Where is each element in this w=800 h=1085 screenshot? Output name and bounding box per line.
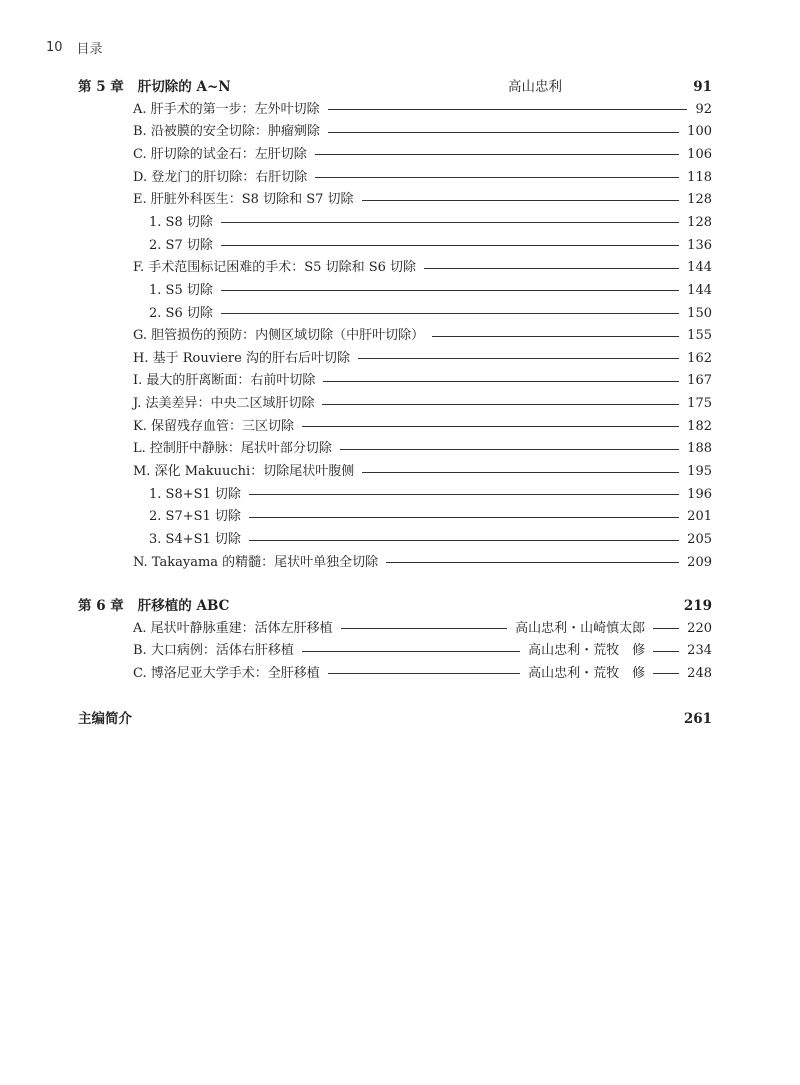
leader-line (315, 177, 679, 178)
entry-page: 182 (687, 418, 712, 434)
leader-line (323, 381, 679, 382)
chapter-page: 91 (693, 79, 712, 95)
entry-page: 220 (687, 620, 712, 636)
entry-author: 高山忠利・荒牧 修 (528, 643, 646, 659)
section-title: 目录 (76, 41, 103, 57)
toc-entry[interactable] (133, 663, 712, 685)
entry-title: 1. S5 切除 (149, 282, 213, 298)
leader-line (249, 494, 679, 495)
leader-line (328, 132, 679, 133)
entry-title: C. 博洛尼亚大学手术：全肝移植 (133, 665, 320, 681)
entry-page: 144 (687, 282, 712, 298)
entry-page: 209 (687, 554, 712, 570)
entry-title: E. 肝脏外科医生：S8 切除和 S7 切除 (133, 192, 354, 208)
toc-entry[interactable] (133, 325, 712, 347)
toc-subentry[interactable] (149, 212, 712, 234)
chapter-title: 肝切除的 A~N (137, 79, 231, 95)
toc-entry[interactable] (133, 348, 712, 370)
editor-intro-page: 261 (683, 711, 712, 727)
entry-title: A. 肝手术的第一步：左外叶切除 (133, 101, 320, 117)
chapter-author: 高山忠利 (508, 79, 562, 95)
chapter-heading[interactable] (78, 76, 712, 98)
toc-subentry[interactable] (149, 235, 712, 257)
toc-entry[interactable] (133, 438, 712, 460)
toc-subentry[interactable] (149, 484, 712, 506)
entry-author: 高山忠利・荒牧 修 (528, 665, 646, 681)
entry-page: 128 (687, 214, 712, 230)
chapter-heading[interactable] (78, 595, 712, 617)
toc-subentry[interactable] (149, 303, 712, 325)
entry-title: L. 控制肝中静脉：尾状叶部分切除 (133, 441, 332, 457)
entry-title: J. 法美差异：中央二区域肝切除 (133, 396, 315, 412)
entry-page: 144 (687, 260, 712, 276)
chapter-page: 219 (683, 598, 712, 614)
leader-line (432, 336, 679, 337)
entry-page: 175 (687, 396, 712, 412)
toc-entry[interactable] (133, 121, 712, 143)
leader-line (221, 245, 679, 246)
entry-page: 136 (687, 237, 712, 253)
chapter-title: 肝移植的 ABC (137, 598, 230, 614)
entry-page: 118 (687, 169, 712, 185)
leader-line (386, 562, 679, 563)
leader-line (362, 472, 679, 473)
leader-line (653, 651, 679, 652)
leader-line (249, 517, 679, 518)
entry-author: 高山忠利・山崎慎太郎 (515, 620, 646, 636)
entry-title: H. 基于 Rouviere 沟的肝右后叶切除 (133, 350, 350, 366)
toc-entry[interactable] (133, 552, 712, 574)
entry-page: 100 (687, 124, 712, 140)
leader-line (221, 290, 679, 291)
entry-page: 201 (687, 509, 712, 525)
leader-line (328, 109, 688, 110)
toc-entry[interactable] (133, 393, 712, 415)
leader-line (653, 628, 679, 629)
leader-line (249, 540, 679, 541)
entry-title: C. 肝切除的试金石：左肝切除 (133, 146, 307, 162)
entry-page: 205 (687, 532, 712, 547)
entry-title: B. 大口病例：活体右肝移植 (133, 643, 294, 659)
leader-line (653, 673, 679, 674)
leader-line (424, 268, 679, 269)
editor-intro-title: 主编简介 (78, 711, 132, 727)
entry-page: 106 (687, 146, 712, 162)
entry-title: 2. S7+S1 切除 (149, 509, 241, 525)
entry-page: 196 (687, 486, 712, 502)
editor-intro-heading[interactable] (78, 708, 712, 730)
entry-page: 167 (687, 373, 712, 389)
entry-title: N. Takayama 的精髓：尾状叶单独全切除 (133, 554, 379, 570)
toc-subentry[interactable] (149, 506, 712, 528)
entry-title: K. 保留残存血管：三区切除 (133, 418, 294, 434)
chapter-label: 第 6 章 (78, 598, 124, 614)
toc-entry[interactable] (133, 189, 712, 211)
entry-page: 150 (687, 305, 712, 321)
leader-line (341, 628, 508, 629)
leader-line (362, 200, 680, 201)
toc-entry[interactable] (133, 144, 712, 166)
entry-title: M. 深化 Makuuchi：切除尾状叶腹侧 (133, 464, 355, 480)
entry-page: 234 (687, 643, 712, 659)
entry-title: 1. S8+S1 切除 (149, 486, 241, 502)
entry-title: I. 最大的肝离断面：右前叶切除 (133, 373, 316, 389)
leader-line (340, 449, 679, 450)
toc-subentry[interactable] (149, 280, 712, 302)
toc-entry[interactable] (133, 416, 712, 438)
entry-title: D. 登龙门的肝切除：右肝切除 (133, 169, 308, 185)
toc-entry[interactable] (133, 99, 712, 121)
toc-entry[interactable] (133, 167, 712, 189)
entry-page: 155 (687, 328, 712, 344)
entry-title: B. 沿被膜的安全切除：肿瘤剜除 (133, 124, 320, 140)
entry-title: F. 手术范围标记困难的手术：S5 切除和 S6 切除 (133, 260, 417, 276)
leader-line (328, 673, 520, 674)
entry-title: A. 尾状叶静脉重建：活体左肝移植 (133, 620, 333, 636)
toc-entry[interactable] (133, 257, 712, 279)
entry-page: 188 (687, 441, 712, 457)
entry-title: G. 胆管损伤的预防：内侧区域切除（中肝叶切除） (133, 328, 425, 344)
entry-title: 2. S6 切除 (149, 305, 213, 321)
leader-line (302, 651, 520, 652)
toc-entry[interactable] (133, 461, 712, 483)
toc-entry[interactable] (133, 370, 712, 392)
leader-line (302, 426, 679, 427)
leader-line (358, 358, 679, 359)
entry-page: 195 (687, 464, 712, 480)
toc-subentry[interactable] (149, 529, 712, 551)
entry-page: 248 (687, 665, 712, 681)
leader-line (221, 313, 679, 314)
toc-entry[interactable] (133, 618, 712, 640)
entry-title: 2. S7 切除 (149, 237, 213, 253)
page-number: 10 (46, 39, 63, 55)
entry-page: 162 (687, 350, 712, 366)
entry-page: 92 (695, 101, 712, 117)
toc-entry[interactable] (133, 640, 712, 662)
leader-line (322, 404, 679, 405)
entry-title: 3. S4+S1 切除 (149, 532, 241, 547)
leader-line (315, 154, 679, 155)
entry-title: 1. S8 切除 (149, 214, 213, 230)
chapter-label: 第 5 章 (78, 79, 124, 95)
leader-line (221, 222, 679, 223)
running-head (46, 38, 103, 56)
entry-page: 128 (687, 192, 712, 208)
